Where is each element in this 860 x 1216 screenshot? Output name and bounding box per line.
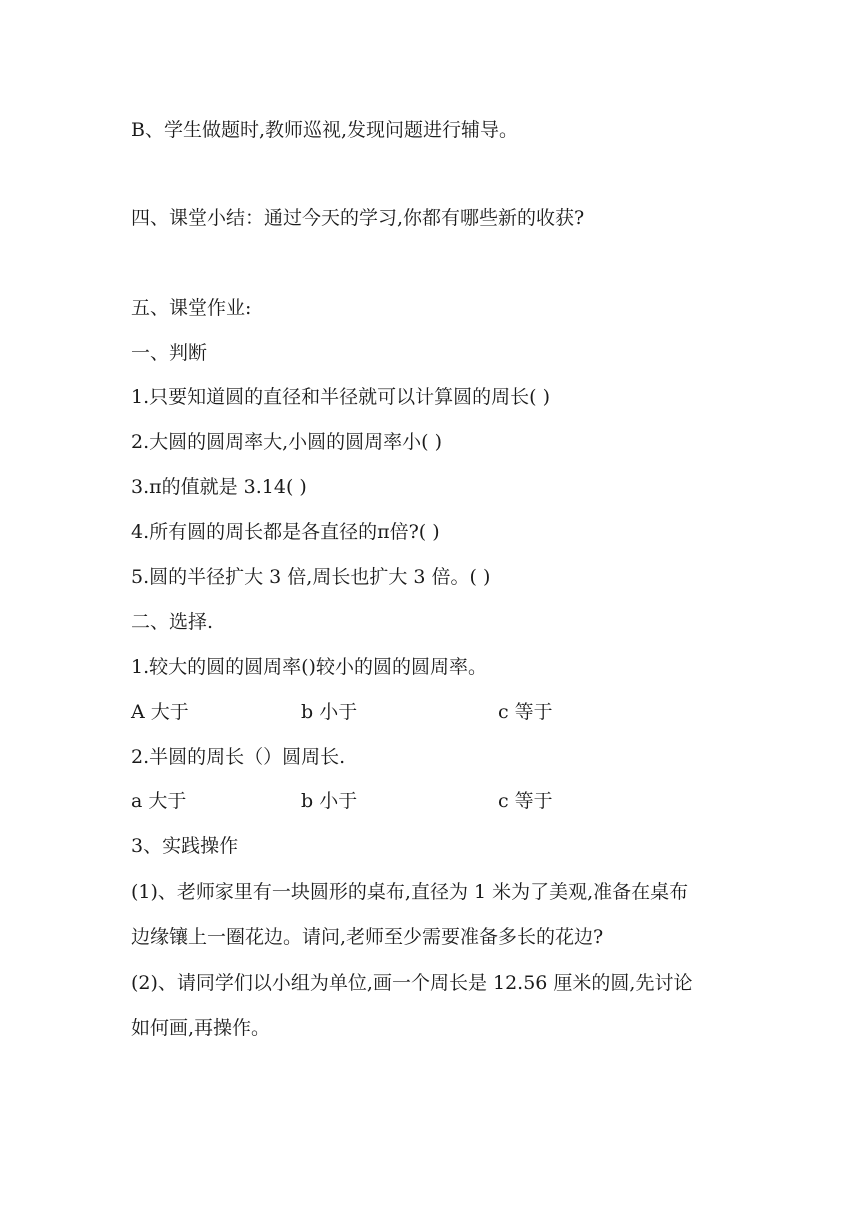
practice-section-heading: 3、实践操作 (131, 835, 239, 857)
choice-2-option-b: b 小于 (301, 790, 358, 812)
choice-question-2: 2.半圆的周长（）圆周长. (131, 746, 346, 768)
practice-question-2-line-2: 如何画,再操作。 (131, 1017, 271, 1039)
tutoring-line: B、学生做题时,教师巡视,发现问题进行辅导。 (131, 119, 519, 141)
judge-section-heading: 一、判断 (131, 342, 208, 364)
choice-2-option-a: a 大于 (131, 790, 187, 812)
choice-section-heading: 二、选择. (131, 611, 214, 633)
choice-question-1: 1.较大的圆的圆周率()较小的圆的圆周率。 (131, 656, 487, 678)
choice-2-option-c: c 等于 (498, 790, 553, 812)
practice-question-2-line-1: (2)、请同学们以小组为单位,画一个周长是 12.56 厘米的圆,先讨论 (131, 972, 693, 994)
practice-question-1-line-2: 边缘镶上一圈花边。请问,老师至少需要准备多长的花边? (131, 926, 604, 948)
judge-question-5: 5.圆的半径扩大 3 倍,周长也扩大 3 倍。( ) (131, 566, 491, 588)
judge-question-2: 2.大圆的圆周率大,小圆的圆周率小( ) (131, 431, 443, 453)
class-summary-heading: 四、课堂小结：通过今天的学习,你都有哪些新的收获? (131, 207, 585, 229)
choice-1-option-a: A 大于 (131, 701, 189, 723)
choice-1-option-c: c 等于 (498, 701, 553, 723)
homework-heading: 五、课堂作业: (131, 297, 252, 319)
judge-question-3: 3.π的值就是 3.14( ) (131, 476, 307, 498)
practice-question-1-line-1: (1)、老师家里有一块圆形的桌布,直径为 1 米为了美观,准备在桌布 (131, 881, 689, 903)
judge-question-1: 1.只要知道圆的直径和半径就可以计算圆的周长( ) (131, 386, 550, 408)
judge-question-4: 4.所有圆的周长都是各直径的π倍?( ) (131, 521, 440, 543)
choice-1-option-b: b 小于 (301, 701, 358, 723)
